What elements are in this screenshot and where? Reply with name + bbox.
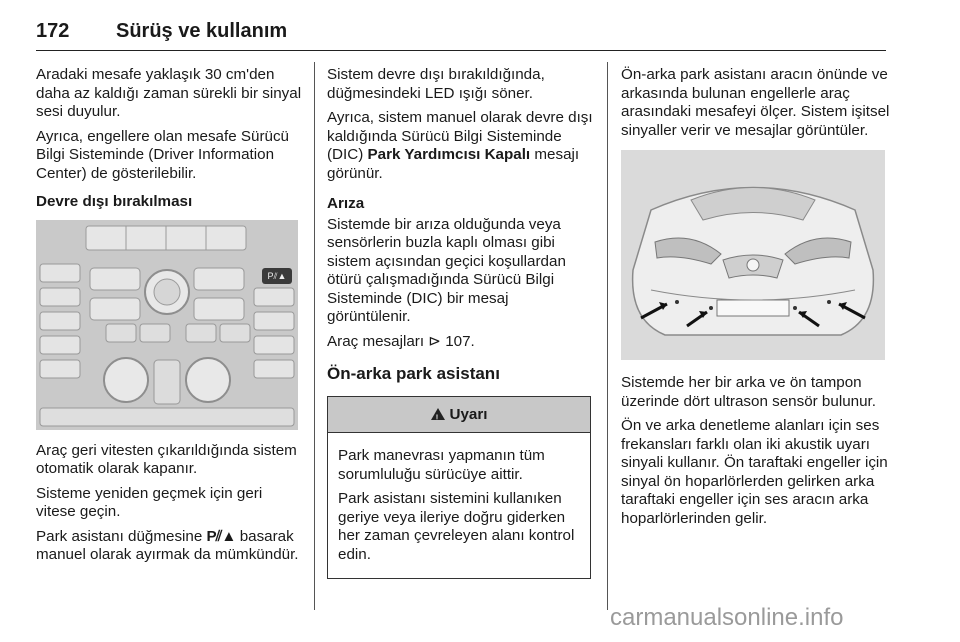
warning-box — [327, 396, 591, 580]
paragraph-dic-distance: Ayrıca, engellere olan mesafe Sürücü Bilgi Sisteminde (Driver Information Center) de gösterilebilir. — [36, 127, 289, 182]
paragraph-manual-off — [36, 528, 304, 565]
paragraph-reengage: Sisteme yeniden geçmek için geri vitese geçin. — [36, 484, 263, 520]
warning-triangle-icon — [431, 408, 445, 420]
paragraph-auto-off: Araç geri vitesten çıkarıldığında sistem otomatik olarak kapanır. — [36, 441, 297, 477]
paragraph-measures-distance: Ön-arka park asistanı aracın önünde ve arkasında bulunan engellerle araç arasındaki mesafeyi ölçer. Sistem işitsel sinyaller verir ve mesajlar görüntüler. — [621, 66, 890, 139]
center-console-figure — [36, 220, 298, 430]
dic-message-bold: Park Yardımcısı Kapalı — [367, 146, 531, 163]
page-number: 172 — [36, 20, 70, 42]
car-front-figure — [621, 150, 885, 360]
heading-front-rear-park-assist: Ön-arka park asistanı — [327, 364, 500, 383]
warning-paragraph-1: Park manevrası yapmanın tüm sorumluluğu sürücüye aittir. — [338, 447, 545, 483]
dic-message-tail: mesajı görünür. — [327, 146, 580, 182]
park-assist-button[interactable] — [262, 268, 292, 284]
park-assist-button-label: P⫽▲ — [267, 270, 287, 281]
paragraph-led-off: Sistem devre dışı bırakıldığında, düğmesindeki LED ışığı söner. — [327, 66, 545, 102]
watermark: carmanualsonline.info — [610, 604, 844, 631]
column-divider-1 — [314, 62, 315, 610]
page-title: Sürüş ve kullanım — [116, 20, 288, 42]
paragraph-manual-off-lead: Park asistanı düğmesine — [36, 527, 207, 545]
dic-message-lead: Ayrıca, sistem manuel olarak devre dışı kaldığında Sürücü Bilgi Sisteminde (DIC) — [327, 109, 593, 163]
warning-body — [328, 433, 590, 578]
warning-paragraph-2: Park asistanı sistemini kullanıken geriye veya ileriye doğru giderken her zaman çevreleyen alanı kontrol edin. — [338, 490, 575, 563]
warning-header — [328, 397, 590, 434]
warning-title: Uyarı — [449, 405, 488, 423]
page-header — [36, 10, 886, 51]
column-2 — [327, 66, 593, 579]
paragraph-acoustic-signals: Ön ve arka denetleme alanları için ses frekansları farklı olan iki akustik uyarı sinyali kullanır. Ön taraftaki engeller için sinyal ön hoparlörlerden gelirken arka taraftaki engeller için ses aracın arka hoparlörlerinden gelir. — [621, 417, 888, 527]
column-3 — [621, 66, 891, 534]
paragraph-manual-off-tail: basarak manuel olarak ayırmak da mümkündür. — [36, 527, 299, 563]
paragraph-distance-signal: Aradaki mesafe yaklaşık 30 cm'den daha az kaldığı zaman sürekli bir sinyal sesi duyulur. — [36, 66, 302, 120]
center-console-illustration — [36, 220, 298, 430]
heading-fault: Arıza — [327, 195, 365, 212]
column-divider-2 — [607, 62, 608, 610]
park-assist-icon: P⫽▲ — [206, 527, 236, 545]
car-front-illustration — [621, 150, 885, 360]
heading-deactivation: Devre dışı bırakılması — [36, 193, 193, 210]
paragraph-fault: Sistemde bir arıza olduğunda veya sensörlerin buzla kaplı olması gibi sistem açısından geçici koşullardan ötürü çalışmadığında Sürücü Bilgi Sisteminde (DIC) bir mesaj görüntülenir. — [327, 215, 566, 325]
paragraph-four-sensors: Sistemde her bir arka ve ön tampon üzerinde dört ultrason sensör bulunur. — [621, 374, 876, 410]
column-1 — [36, 66, 304, 571]
paragraph-dic-message — [327, 109, 593, 183]
link-vehicle-messages[interactable]: Araç mesajları ⊳ 107. — [327, 332, 475, 350]
